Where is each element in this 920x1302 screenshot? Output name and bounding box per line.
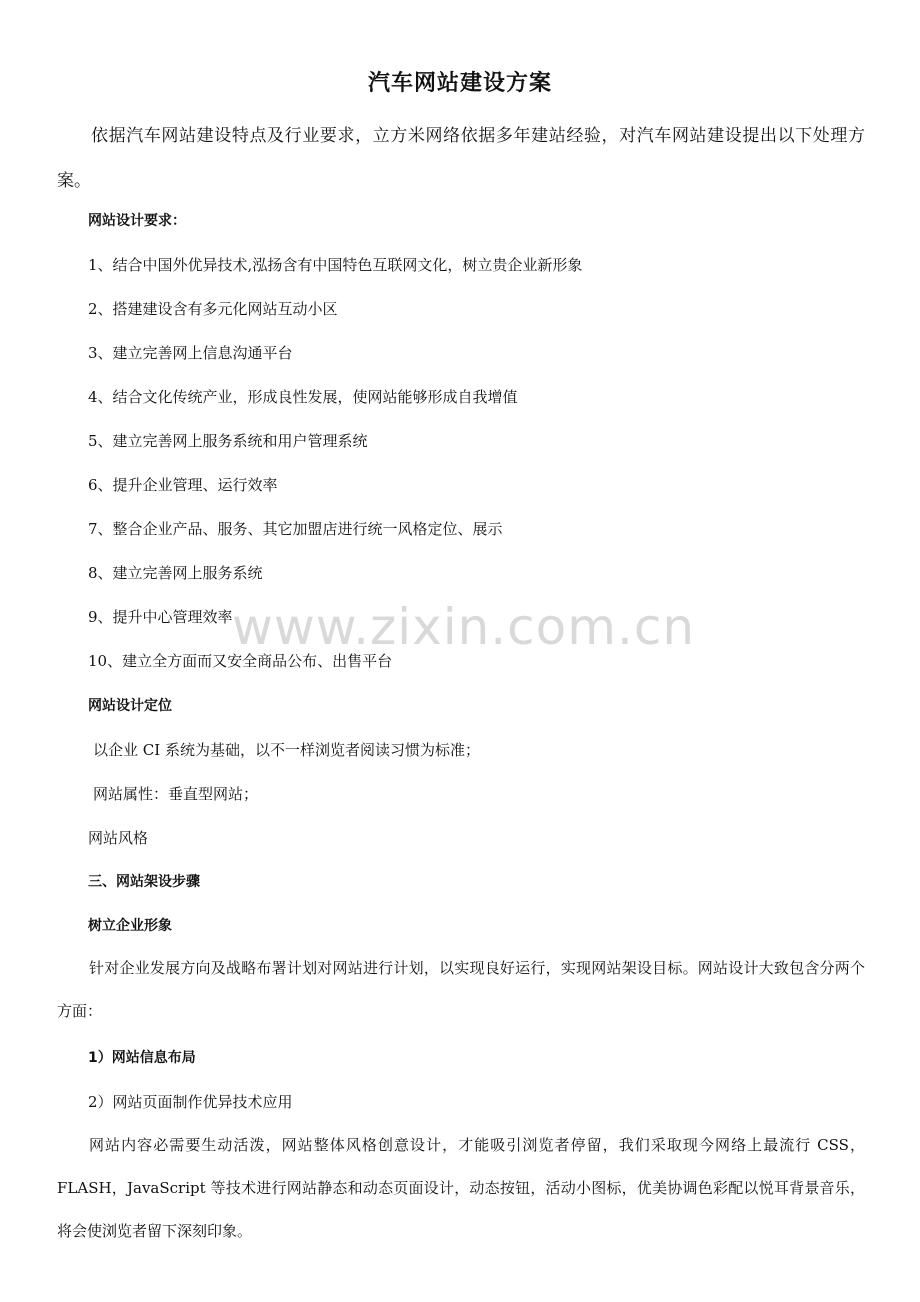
requirement-item: 9、提升中心管理效率: [88, 608, 233, 626]
plan-paragraph: 针对企业发展方向及战略布署计划对网站进行计划，以实现良好运行，实现网站架设目标。网站设计大致包含分两个方面：: [57, 959, 865, 1020]
intro-paragraph: 依据汽车网站建设特点及行业要求，立方米网络依据多年建站经验，对汽车网站建设提出以下处理方案。: [57, 126, 865, 191]
requirement-item: 2、搭建建设含有多元化网站互动小区: [88, 300, 338, 318]
requirement-item: 8、建立完善网上服务系统: [88, 564, 263, 582]
requirement-item: 3、建立完善网上信息沟通平台: [88, 344, 293, 362]
requirement-item: 10、建立全方面而又安全商品公布、出售平台: [88, 652, 393, 670]
section-heading-design-positioning: 网站设计定位: [88, 698, 172, 714]
subsection-heading-corporate-image: 树立企业形象: [88, 918, 172, 934]
requirement-item: 6、提升企业管理、运行效率: [88, 476, 278, 494]
section-heading-design-requirements: 网站设计要求：: [88, 213, 186, 229]
section-heading-build-steps: 三、网站架设步骤: [88, 874, 200, 890]
document-title: 汽车网站建设方案: [367, 71, 552, 96]
watermark: www.zixin.com.cn: [232, 598, 696, 656]
requirement-item: 7、整合企业产品、服务、其它加盟店进行统一风格定位、展示: [88, 520, 503, 538]
aspect-item: 2）网站页面制作优异技术应用: [88, 1093, 293, 1111]
positioning-line: 以企业 CI 系统为基础，以不一样浏览者阅读习惯为标准；: [93, 741, 480, 759]
requirement-item: 5、建立完善网上服务系统和用户管理系统: [88, 432, 368, 450]
style-label: 网站风格: [88, 829, 149, 847]
positioning-line: 网站属性：垂直型网站；: [93, 785, 259, 803]
aspect-item: 1）网站信息布局: [88, 1050, 196, 1066]
requirement-item: 4、结合文化传统产业，形成良性发展，使网站能够形成自我增值: [88, 388, 518, 406]
content-paragraph: 网站内容必需要生动活泼，网站整体风格创意设计，才能吸引浏览者停留，我们采取现今网络上最流行 CSS，FLASH，JavaScript 等技术进行网站静态和动态页面设计，动态按钮，活动小图标，优美协调色彩配以悦耳背景音乐，将会使浏览者留下深刻印象。: [57, 1136, 865, 1240]
requirement-item: 1、结合中国外优异技术,泓扬含有中国特色互联网文化，树立贵企业新形象: [88, 256, 583, 274]
